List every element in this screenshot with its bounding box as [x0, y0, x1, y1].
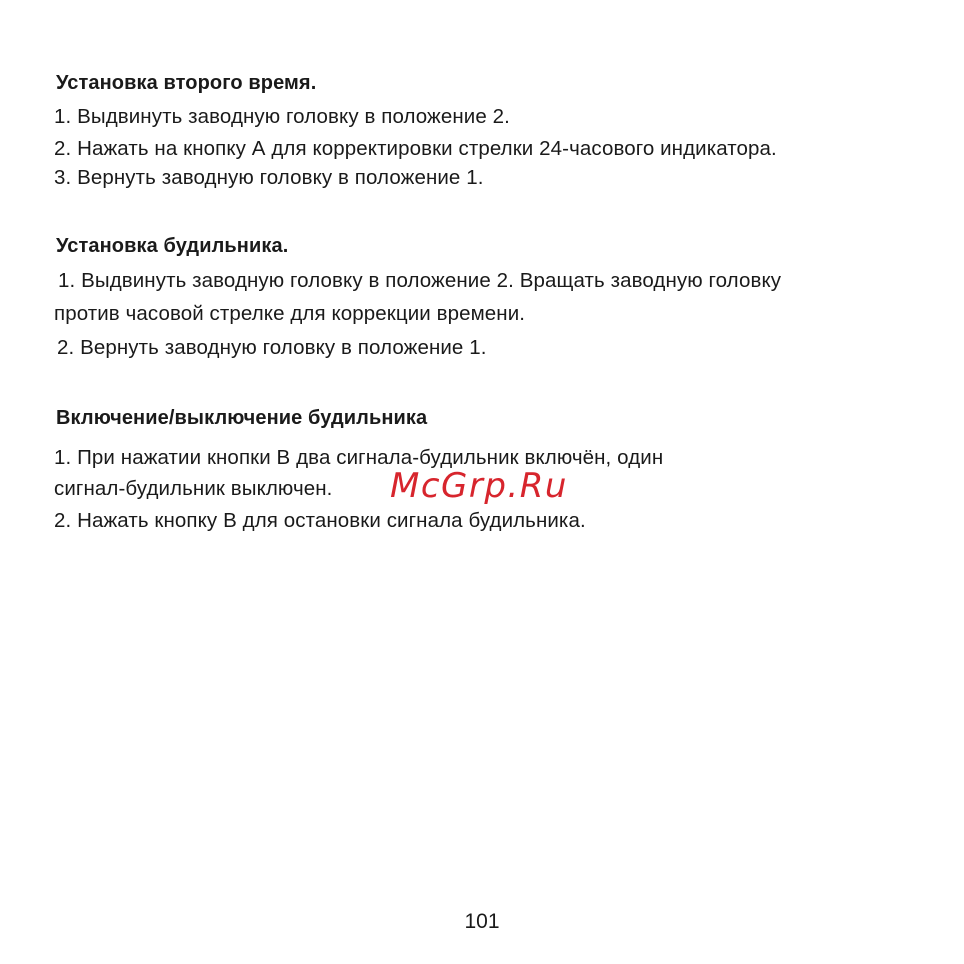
- instruction-line: 1. При нажатии кнопки В два сигнала-будильник включён, один: [54, 446, 664, 469]
- section-heading-alarm-setting: Установка будильника.: [56, 235, 289, 257]
- section-heading-second-time: Установка второго время.: [56, 72, 317, 94]
- instruction-line: 1. Выдвинуть заводную головку в положение 2. Вращать заводную головку: [58, 269, 782, 292]
- page-number: 101: [464, 910, 500, 933]
- instruction-line: 2. Нажать кнопку В для остановки сигнала будильника.: [54, 509, 586, 532]
- instruction-line: сигнал-будильник выключен.: [54, 477, 333, 500]
- instruction-line: 3. Вернуть заводную головку в положение 1.: [54, 166, 484, 189]
- instruction-line: 2. Вернуть заводную головку в положение 1.: [57, 336, 487, 359]
- instruction-line: 2. Нажать на кнопку А для корректировки стрелки 24-часового индикатора.: [54, 137, 777, 160]
- watermark: McGrp.Ru: [390, 466, 568, 506]
- instruction-line: против часовой стрелке для коррекции времени.: [54, 302, 526, 325]
- section-heading-alarm-toggle: Включение/выключение будильника: [56, 407, 428, 429]
- instruction-line: 1. Выдвинуть заводную головку в положение 2.: [54, 105, 510, 128]
